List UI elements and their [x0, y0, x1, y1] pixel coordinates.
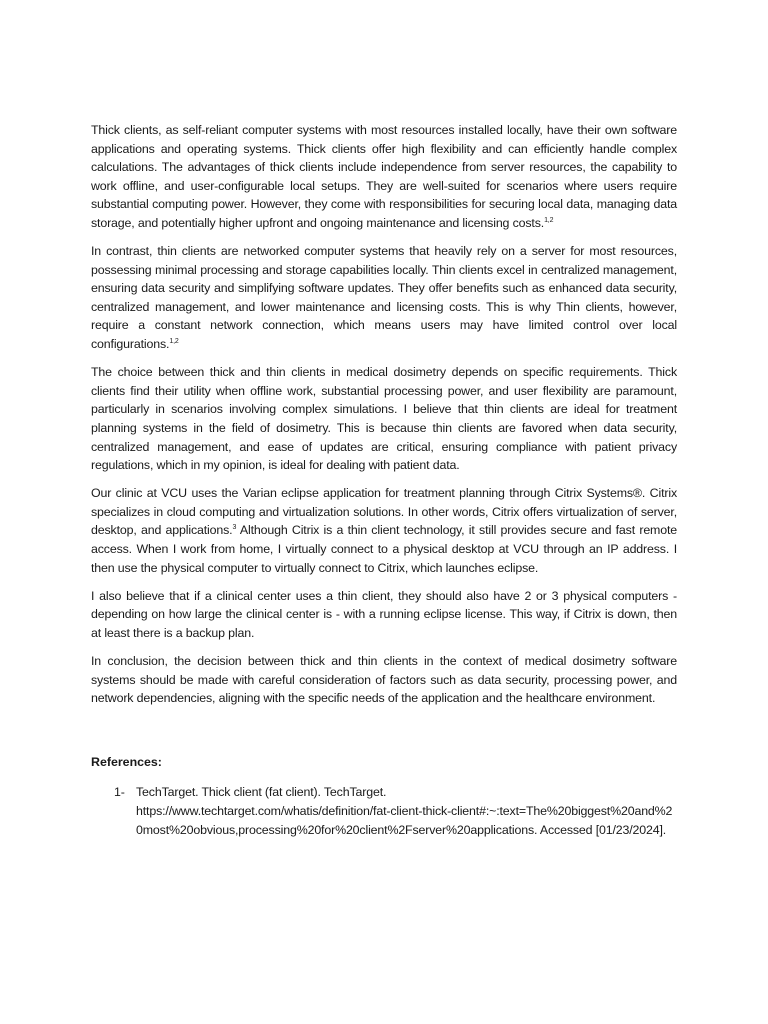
citation-superscript: 1,2: [544, 216, 554, 224]
citation-superscript: 3: [232, 524, 237, 532]
references-list: [91, 783, 677, 839]
reference-number: 1-: [114, 785, 125, 800]
reference-number-cell: [91, 783, 136, 839]
reference-accessed: Accessed [01/23/2024].: [539, 822, 667, 837]
paragraph-conclusion: [91, 652, 677, 708]
paragraph-text: In contrast, thin clients are networked computer systems that heavily rely on a server for most resources, possessing minimal processing and storage capabilities locally. Thin clients excel in centralized management, ensuring data security and simplifying software updates. They offer benefits such as enhanced data security, centralized management, and lower maintenance and licensing costs. This is why Thin clients, however, require a constant network connection, which means users may have limited control over local configurations.: [91, 244, 677, 352]
paragraph-text: Our clinic at VCU uses the Varian eclipse application for treatment planning through Citrix Systems®. Citrix specializes in cloud computing and virtualization solutions. In other words, Citrix offers virtualization of server, desktop, and applications.: [91, 486, 677, 538]
paragraph-text: Thick clients, as self-reliant computer systems with most resources installed locally, have their own software applications and operating systems. Thick clients offer high flexibility and can efficiently handle complex calculations. The advantages of thick clients include independence from server resources, the capability to work offline, and user-configurable local setups. They are well-suited for scenarios where users require substantial computing power. However, they come with responsibilities for securing local data, managing data storage, and potentially higher upfront and ongoing maintenance and licensing costs.: [91, 123, 677, 230]
paragraph-text: I also believe that if a clinical center uses a thin client, they should also have 2 or 3 physical computers - depending on how large the clinical center is - with a running eclipse license. This way, if Citrix is down, then at least there is a backup plan.: [91, 588, 677, 640]
citation-superscript: 1,2: [169, 337, 179, 345]
paragraph-text: In conclusion, the decision between thick and thin clients in the context of medical dosimetry software systems should be made with careful consideration of factors such as data security, processing power, and network dependencies, aligning with the specific needs of the application and the healthcare environment.: [91, 653, 677, 706]
reference-url[interactable]: https://www.techtarget.com/whatis/definition/fat-client-thick-client#:~:text=The%20biggest%20and%20most%20obvious,processing%20for%20client%2Fserver%20applications.: [136, 803, 673, 837]
paragraph-text: The choice between thick and thin clients in medical dosimetry depends on specific requirements. Thick clients find their utility when offline work, substantial processing power, and user flexibility are paramount, particularly in scenarios involving complex simulations. I believe that thin clients are ideal for treatment planning systems in the field of dosimetry. This is because thin clients are favored when data security, centralized management, and ease of updates are critical, ensuring compliance with patient privacy regulations, which in my opinion, is ideal for dealing with patient data.: [91, 365, 677, 473]
paragraph-choice: [91, 363, 677, 475]
paragraph-thick-clients: [91, 121, 677, 233]
paragraph-backup-plan: [91, 587, 677, 643]
paragraph-thin-clients: [91, 242, 677, 354]
references-heading: References:: [91, 754, 162, 769]
reference-item: [91, 783, 677, 839]
reference-text-block: [136, 783, 677, 839]
paragraph-text: Although Citrix is a thin client technology, it still provides secure and fast remote access. When I work from home, I virtually connect to a physical desktop at VCU through an IP address. I then use the physical computer to virtually connect to Citrix, which launches eclipse.: [91, 523, 678, 575]
reference-source: TechTarget. Thick client (fat client). TechTarget.: [136, 785, 387, 800]
paragraph-clinic-vcu: [91, 484, 677, 577]
document-page: [91, 121, 677, 839]
